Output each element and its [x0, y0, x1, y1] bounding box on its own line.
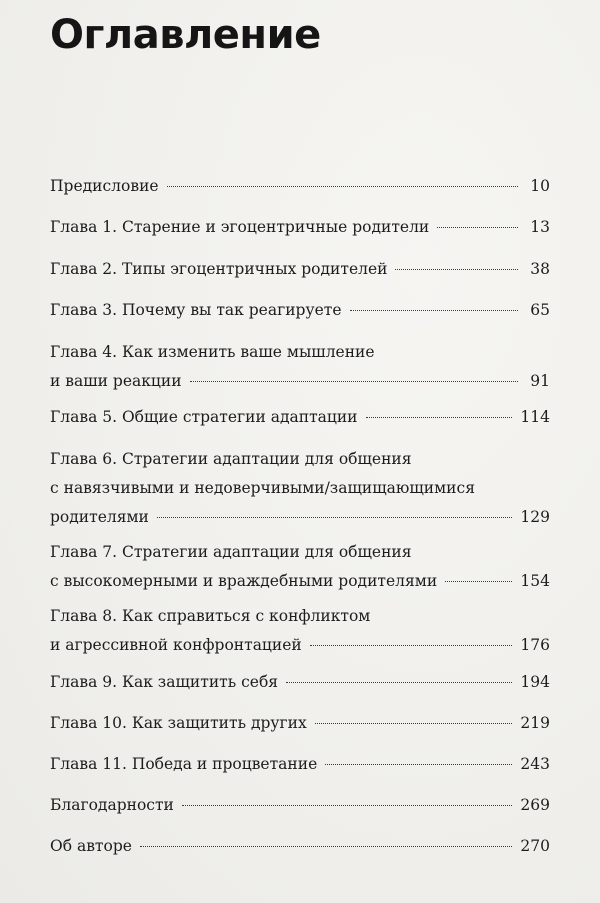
toc-entry-title: и ваши реакции [50, 372, 182, 390]
toc-entry-title: Глава 3. Почему вы так реагируете [50, 301, 342, 319]
toc-page-number: 270 [520, 837, 550, 855]
toc-page-number: 243 [520, 755, 550, 773]
toc-entry-chapter-2 [50, 255, 550, 284]
toc-entry-chapter-6 [50, 445, 550, 532]
toc-entry-chapter-10 [50, 709, 550, 738]
toc-page-number: 13 [530, 218, 550, 236]
toc-entry-title-line: с навязчивыми и недоверчивыми/защищающимися [50, 479, 475, 497]
toc-entry-title: Благодарности [50, 796, 174, 814]
dot-leader [350, 310, 518, 311]
toc-entry-title: Об авторе [50, 837, 132, 855]
toc-entry-about-author [50, 832, 550, 861]
toc-entry-title: с высокомерными и враждебными родителями [50, 572, 438, 590]
dot-leader [140, 846, 512, 847]
toc-page-number: 10 [530, 177, 550, 195]
toc-entry-title: Глава 9. Как защитить себя [50, 673, 279, 691]
toc-page-number: 114 [520, 408, 550, 426]
dot-leader [286, 682, 512, 683]
toc-entry-title: родителями [50, 508, 149, 526]
dot-leader [395, 269, 518, 270]
toc-entry-chapter-5 [50, 403, 550, 432]
toc-entry-title: и агрессивной конфронтацией [50, 636, 302, 654]
dot-leader [366, 417, 513, 418]
toc-page-number: 38 [530, 260, 550, 278]
toc-page-number: 194 [520, 673, 550, 691]
dot-leader [325, 764, 512, 765]
toc-entry-title-line: Глава 8. Как справиться с конфликтом [50, 607, 371, 625]
dot-leader [437, 227, 518, 228]
toc-entry-chapter-11 [50, 750, 550, 779]
toc-page-number: 154 [520, 572, 550, 590]
toc-entry-title: Глава 2. Типы эгоцентричных родителей [50, 260, 388, 278]
toc-entry-title: Глава 11. Победа и процветание [50, 755, 318, 773]
toc-entry-title: Глава 10. Как защитить других [50, 714, 307, 732]
dot-leader [445, 581, 512, 582]
toc-page-number: 91 [530, 372, 550, 390]
toc-page-number: 219 [520, 714, 550, 732]
toc-page-number: 129 [520, 508, 550, 526]
toc-entry-preface [50, 172, 550, 201]
page-title: Оглавление [50, 12, 321, 58]
toc-entry-title-line: Глава 7. Стратегии адаптации для общения [50, 543, 412, 561]
toc-entry-title-line: Глава 6. Стратегии адаптации для общения [50, 450, 412, 468]
toc-entry-title: Глава 5. Общие стратегии адаптации [50, 408, 358, 426]
dot-leader [315, 723, 513, 724]
dot-leader [182, 805, 513, 806]
toc-entry-chapter-3 [50, 296, 550, 325]
toc-entry-chapter-7 [50, 538, 550, 596]
toc-entry-title: Предисловие [50, 177, 159, 195]
toc-entry-acknowledgments [50, 791, 550, 820]
toc-entry-chapter-4 [50, 338, 550, 396]
dot-leader [157, 517, 513, 518]
toc-entry-chapter-8 [50, 602, 550, 660]
dot-leader [167, 186, 518, 187]
dot-leader [190, 381, 518, 382]
toc-entry-title-line: Глава 4. Как изменить ваше мышление [50, 343, 375, 361]
toc-entry-chapter-1 [50, 213, 550, 242]
toc-page-number: 65 [530, 301, 550, 319]
toc-entry-title: Глава 1. Старение и эгоцентричные родители [50, 218, 430, 236]
dot-leader [310, 645, 513, 646]
toc-entry-chapter-9 [50, 668, 550, 697]
toc-page-number: 269 [520, 796, 550, 814]
toc-page-number: 176 [520, 636, 550, 654]
